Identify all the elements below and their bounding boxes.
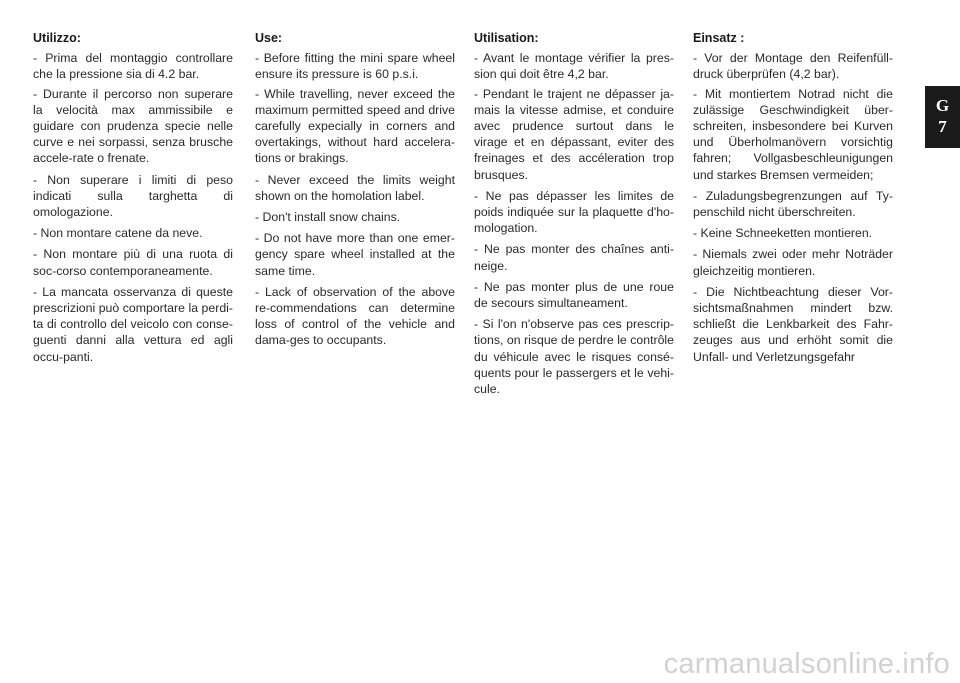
column-italian	[33, 30, 233, 368]
paragraph: - Non montare catene da neve.	[33, 226, 203, 241]
paragraph: - Durante il percorso non superare la velocità max ammissibile e guidare con prudenza specie nelle curve e nei sorpassi, senza brusche accele-rate o frenate.	[33, 86, 233, 166]
paragraph: - Never exceed the limits weight shown on the homolation label.	[255, 172, 455, 203]
paragraph: - Mit montiertem Notrad nicht die zulässige Geschwindigkeit über-schreiten, insbesondere bei Kurven und Überholmanövern vorsichtig fahren; Vollgasbeschleunigungen und starkes Bremsen vermeiden;	[693, 86, 893, 182]
paragraph: - Ne pas monter plus de une roue de secours simultaneament.	[474, 279, 674, 311]
paragraph: - Keine Schneeketten montieren.	[693, 226, 873, 241]
chapter-tab-number: 7	[938, 117, 947, 136]
watermark: carmanualsonline.info	[663, 648, 950, 680]
paragraph: - Pendant le trajent ne dépasser ja-mais la vitesse admise, et conduire avec prudence surtout dans le virage et en dépassant, eviter des freinages et des accéleration trop brusques.	[474, 86, 674, 182]
paragraph: - Ne pas dépasser les limites de poids indiquée sur la plaquette d'ho-mologation.	[474, 188, 674, 236]
paragraph: - Zuladungsbegrenzungen auf Ty-penschild nicht überschreiten.	[693, 188, 893, 220]
paragraph: - Lack of observation of the above re-commendations can determine loss of control of the vehicle and dama-ges to occupants.	[255, 284, 455, 348]
chapter-tab-letter: G	[935, 96, 950, 115]
paragraph: - Si l'on n'observe pas ces prescrip-tions, on risque de perdre le contrôle du véhicule avec le risques consé-quents pour le passergers et le vehi-cule.	[474, 317, 674, 397]
section-heading-italian: Utilizzo:	[33, 31, 81, 45]
paragraph: - Prima del montaggio controllare che la pressione sia di 4.2 bar.	[33, 51, 233, 82]
paragraph: - Ne pas monter des chaînes anti-neige.	[474, 242, 674, 273]
paragraph: - Do not have more than one emer-gency spare wheel installed at the same time.	[255, 231, 455, 278]
paragraph: - La mancata osservanza di queste prescrizioni può comportare la perdi-ta di controllo del veicolo con conse-guenti danni alla vettura ed agli occu-panti.	[33, 284, 233, 364]
paragraph: - Before fitting the mini spare wheel ensure its pressure is 60 p.s.i.	[255, 51, 455, 82]
paragraph: - Don't install snow chains.	[255, 210, 401, 225]
chapter-tab	[925, 86, 960, 148]
column-german	[693, 30, 893, 368]
section-heading-english: Use:	[255, 31, 283, 45]
section-heading-french: Utilisation:	[474, 31, 539, 45]
paragraph: - Non montare più di una ruota di soc-corso contemporaneamente.	[33, 247, 233, 278]
paragraph: - Vor der Montage den Reifenfüll-druck überprüfen (4,2 bar).	[693, 51, 893, 82]
column-english	[255, 30, 455, 352]
section-heading-german: Einsatz :	[693, 31, 745, 45]
paragraph: - Niemals zwei oder mehr Noträder gleichzeitig montieren.	[693, 247, 893, 278]
paragraph: - Die Nichtbeachtung dieser Vor-sichtsmaßnahmen mindert bzw. schließt die Lenkbarkeit des Fahr-zeuges aus und erhöht somit die Unfall- und Verletzungsgefahr	[693, 284, 893, 364]
column-french	[474, 30, 674, 400]
paragraph: - Avant le montage vérifier la pres-sion qui doit être 4,2 bar.	[474, 51, 674, 82]
paragraph: - Non superare i limiti di peso indicati sulla targhetta di omologazione.	[33, 172, 233, 220]
paragraph: - While travelling, never exceed the maximum permitted speed and drive carefully expecially in corners and overtakings, without hard accelera-tions or brakings.	[255, 86, 455, 166]
